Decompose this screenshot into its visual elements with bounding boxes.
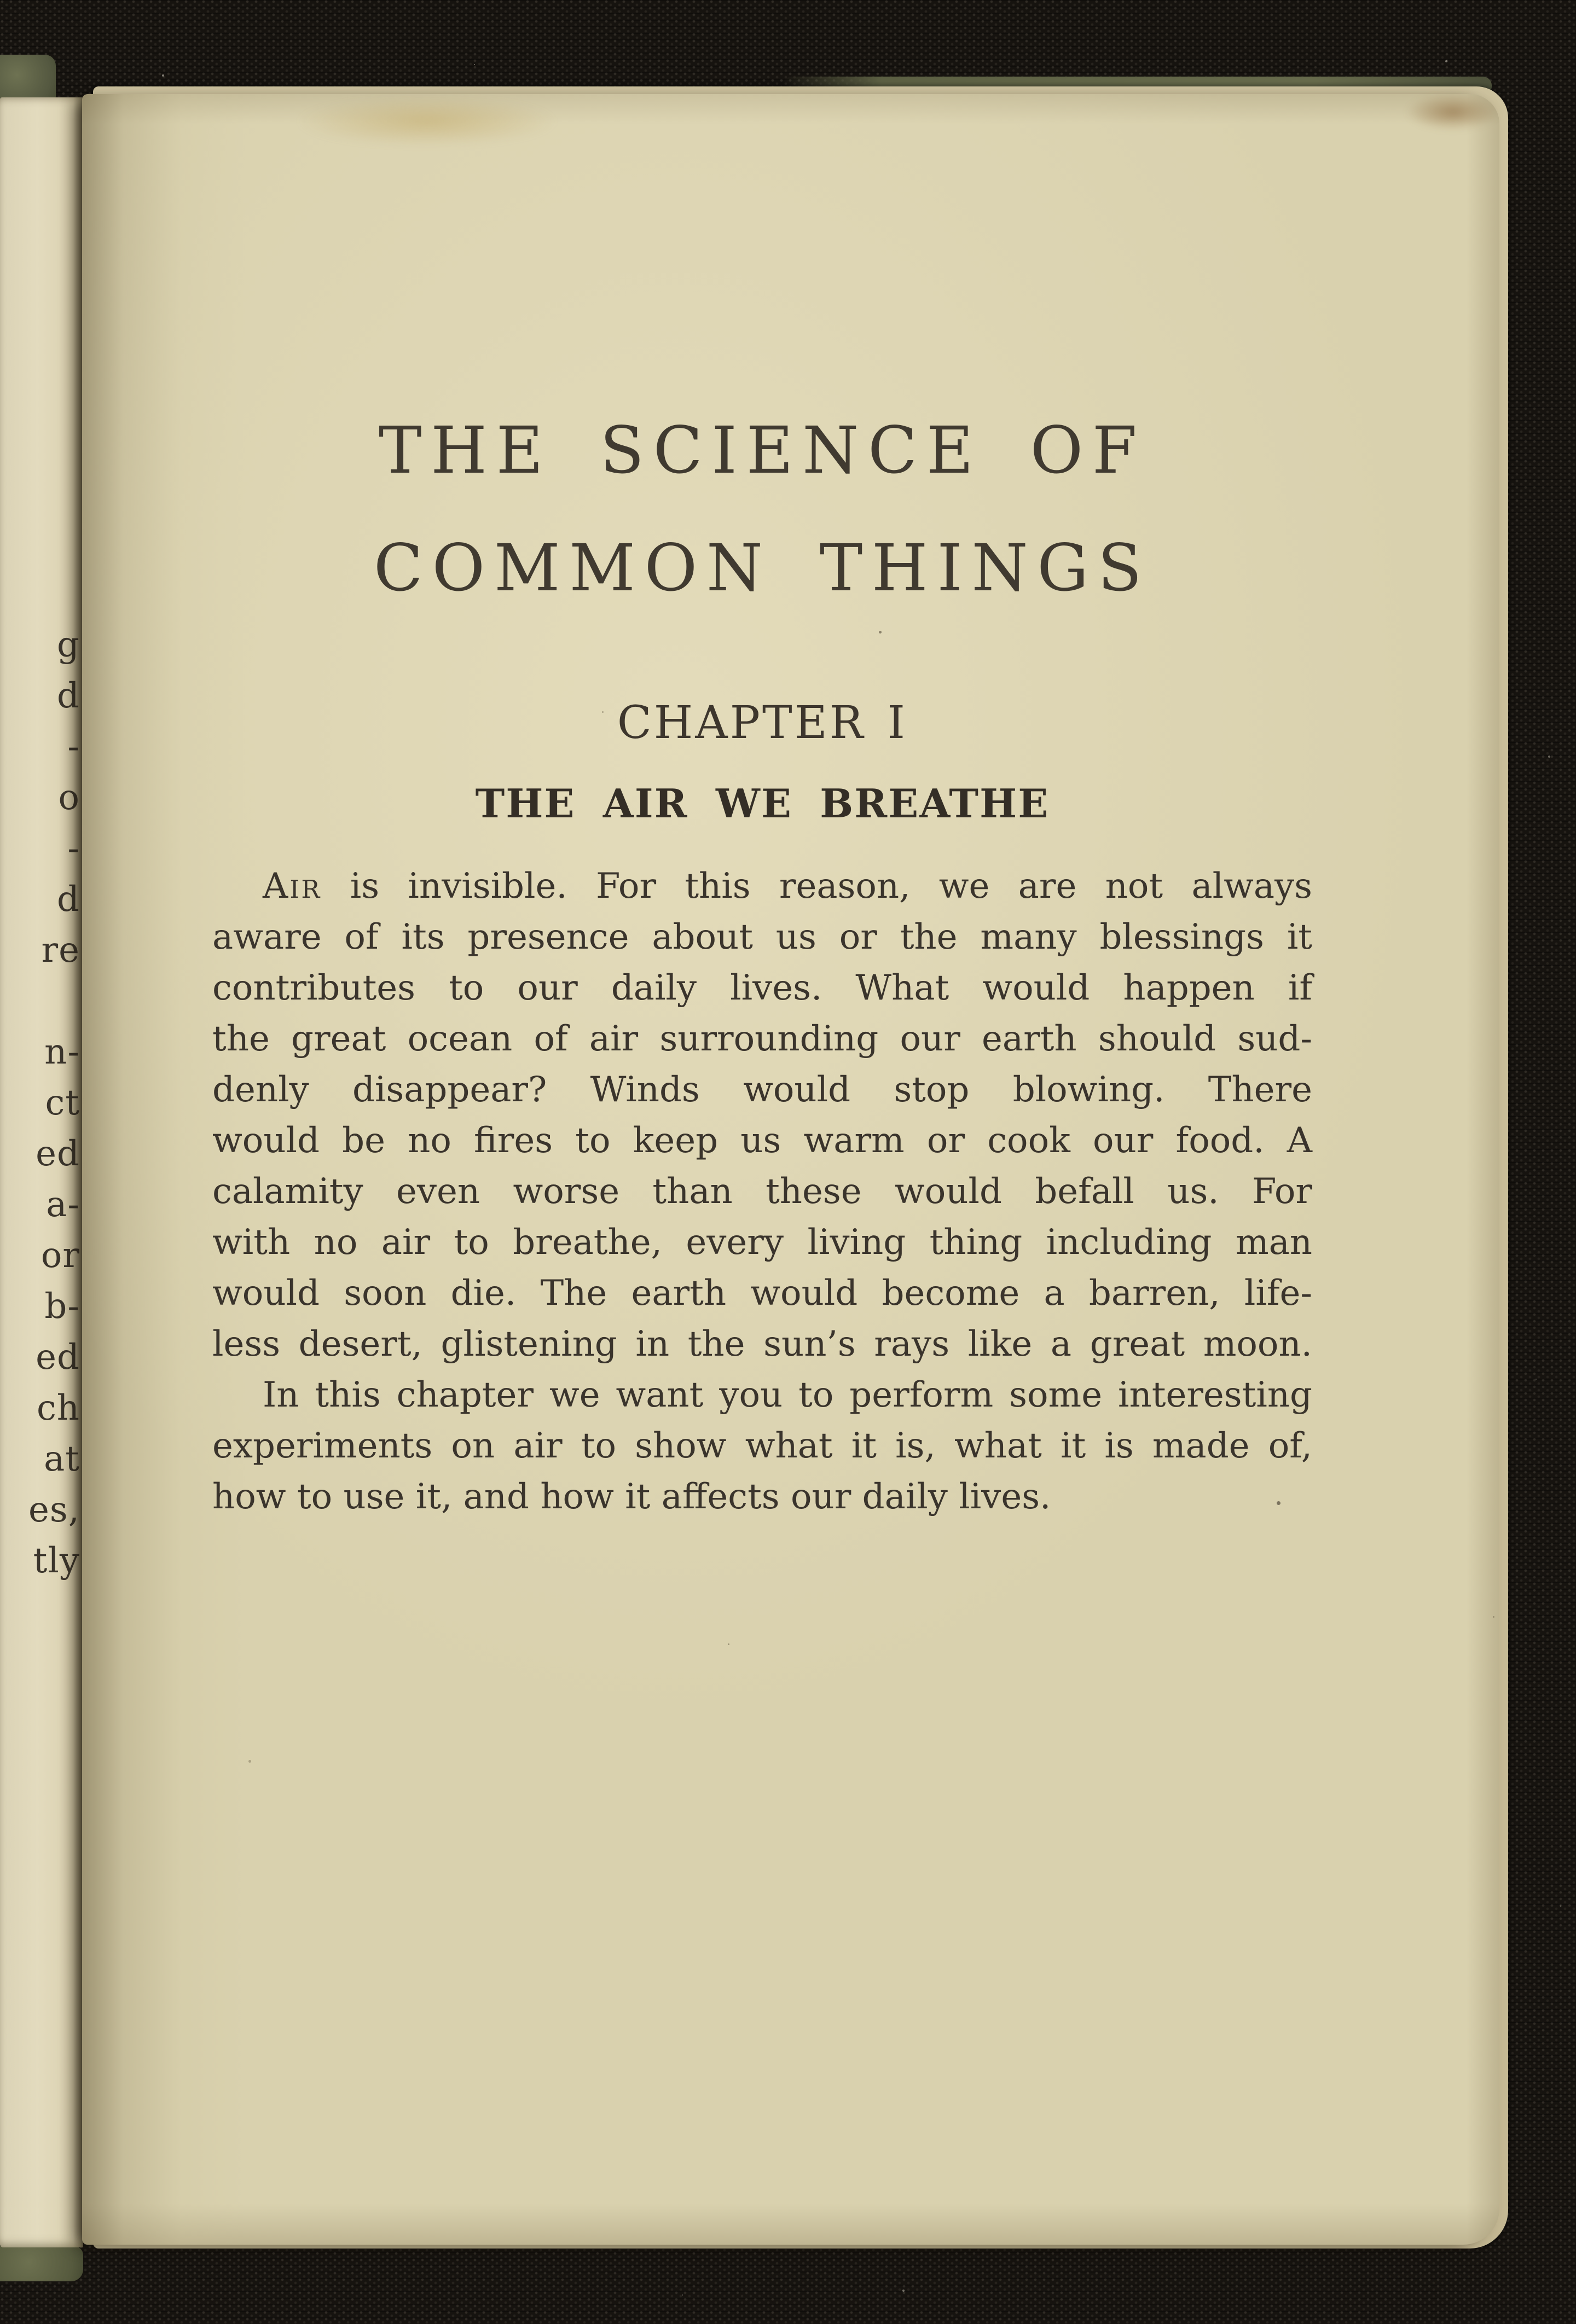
facing-page-text-fragment: ed: [36, 1337, 80, 1378]
chapter-heading: CHAPTER I: [617, 697, 908, 749]
body-line: denly disappear? Winds would stop blowing. There: [212, 1070, 1312, 1110]
section-heading: THE AIR WE BREATHE: [475, 780, 1050, 827]
body-line: with no air to breathe, every living thing including man: [212, 1222, 1312, 1263]
smallcaps-lead-word: Air: [263, 866, 322, 907]
dust-specks: [0, 0, 1, 1]
facing-page-text-fragment: at: [44, 1439, 80, 1479]
page-stain: [1406, 94, 1499, 130]
facing-page-text-fragment: a-: [46, 1184, 80, 1225]
body-line: In this chapter we want you to perform some interesting: [263, 1375, 1312, 1415]
body-line: how to use it, and how it affects our daily lives.: [212, 1477, 1051, 1517]
facing-page-text-fragment: tly: [33, 1541, 80, 1581]
ink-flecks: [82, 94, 84, 96]
facing-page-text-fragment: ch: [36, 1388, 80, 1428]
facing-page-text-fragment: -: [67, 828, 80, 869]
facing-page-text-fragment: n-: [44, 1032, 80, 1072]
facing-page-text-fragment: ed: [36, 1134, 80, 1174]
facing-page-text-fragment: d: [57, 879, 80, 920]
body-line: [212, 861, 1312, 912]
book-page: [82, 94, 1499, 2245]
facing-page-text-fragment: d: [57, 676, 80, 716]
body-line: contributes to our daily lives. What would happen if: [212, 968, 1312, 1008]
body-line: would be no fires to keep us warm or cook our food. A: [212, 1120, 1312, 1161]
body-line: less desert, glistening in the sun’s rays like a great moon.: [212, 1324, 1312, 1364]
body-line: would soon die. The earth would become a barren, life-: [212, 1273, 1312, 1314]
facing-page-text-fragment: ct: [45, 1083, 80, 1123]
body-line-text: is invisible. For this reason, we are not always: [321, 866, 1312, 907]
facing-page-text-fragment: re: [41, 930, 80, 971]
facing-page-text-fragment: b-: [44, 1286, 80, 1327]
facing-page-text-fragment: o: [58, 777, 80, 818]
facing-page-text-fragment: -: [67, 727, 80, 767]
facing-page-text-fragment: es,: [28, 1490, 80, 1530]
book-title-line-2: COMMON THINGS: [373, 530, 1151, 606]
book-title-line-1: THE SCIENCE OF: [378, 412, 1146, 488]
facing-page-text-fragment: g: [57, 625, 80, 665]
facing-page-edge: [0, 97, 83, 2247]
body-line: aware of its presence about us or the many blessings it: [212, 917, 1312, 957]
body-line: experiments on air to show what it is, what it is made of,: [212, 1426, 1312, 1466]
facing-page-text-fragment: or: [40, 1235, 80, 1276]
page-content: [212, 94, 1312, 2245]
body-line: calamity even worse than these would befall us. For: [212, 1171, 1312, 1212]
body-text: [212, 861, 1312, 1523]
book-cover-corner-bottom-left: [0, 2246, 83, 2281]
body-line: the great ocean of air surrounding our earth should sud-: [212, 1019, 1312, 1059]
